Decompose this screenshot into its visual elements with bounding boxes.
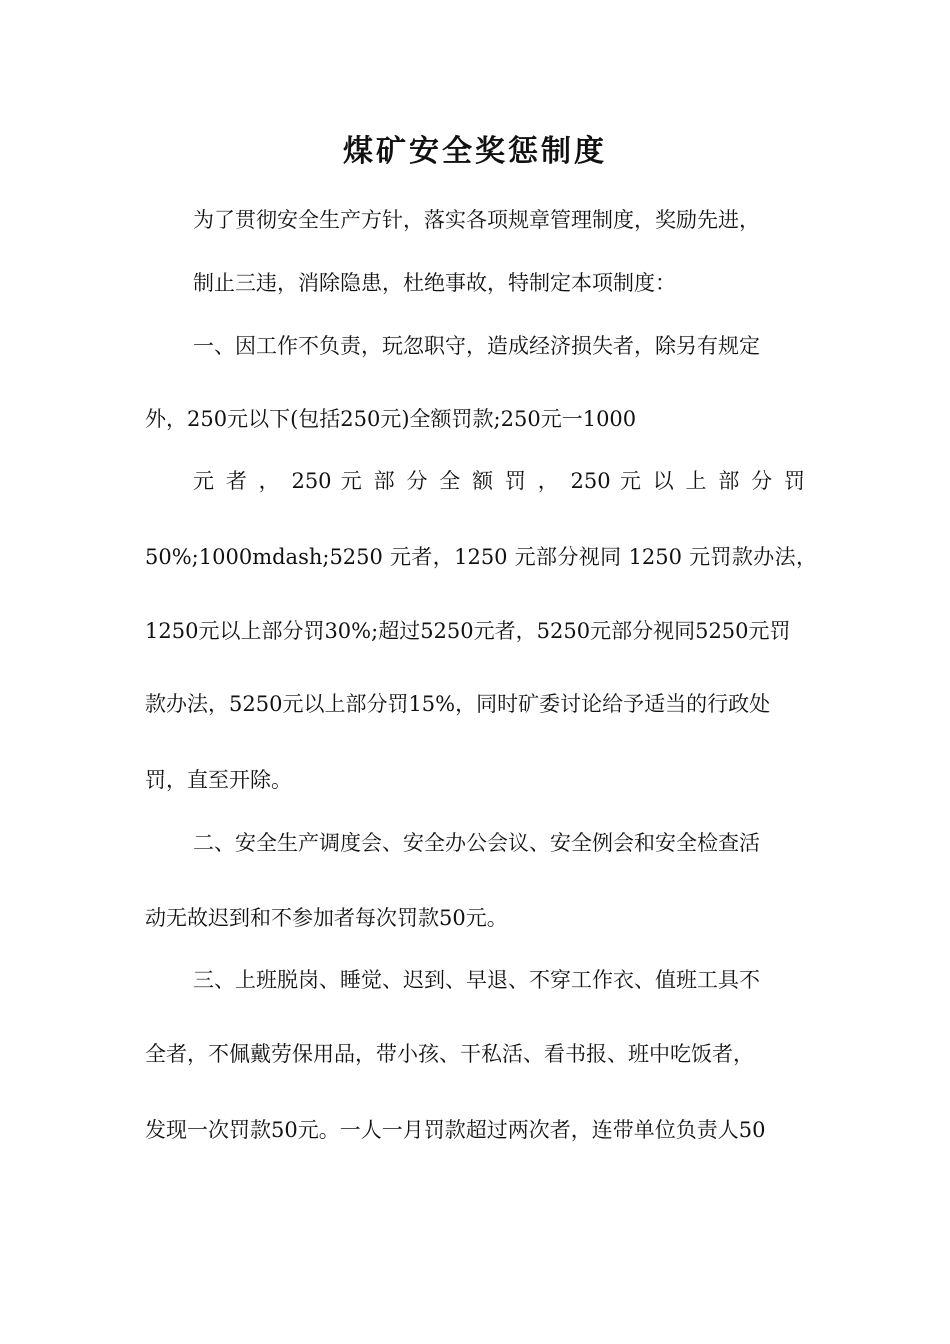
paragraph-line: 全者，不佩戴劳保用品，带小孩、干私活、看书报、班中吃饭者， — [145, 1042, 754, 1066]
paragraph-line: 发现一次罚款50元。一人一月罚款超过两次者，连带单位负责人50 — [145, 1118, 766, 1142]
paragraph-line: 款办法，5250元以上部分罚15%，同时矿委讨论给予适当的行政处 — [145, 692, 771, 716]
paragraph-line: 元 者 ， 250 元 部 分 全 额 罚 ， 250 元 以 上 部 分 罚 — [193, 469, 805, 493]
paragraph-line: 制止三违，消除隐患，杜绝事故，特制定本项制度： — [193, 271, 676, 295]
paragraph-line: 为了贯彻安全生产方针，落实各项规章管理制度，奖励先进， — [193, 208, 760, 232]
paragraph-line: 动无故迟到和不参加者每次罚款50元。 — [145, 906, 508, 930]
paragraph-line: 二、安全生产调度会、安全办公会议、安全例会和安全检查活 — [193, 831, 760, 855]
paragraph-line: 三、上班脱岗、睡觉、迟到、早退、不穿工作衣、值班工具不 — [193, 968, 760, 992]
paragraph-line: 外，250元以下(包括250元)全额罚款;250元一1000 — [145, 407, 637, 431]
document-title: 煤矿安全奖惩制度 — [343, 134, 607, 169]
paragraph-line: 50%;1000mdash;5250 元者，1250 元部分视同 1250 元罚款办法， — [145, 545, 817, 569]
paragraph-line: 罚，直至开除。 — [145, 768, 292, 792]
paragraph-line: 一、因工作不负责，玩忽职守，造成经济损失者，除另有规定 — [193, 334, 760, 358]
paragraph-line: 1250元以上部分罚30%;超过5250元者，5250元部分视同5250元罚 — [145, 619, 791, 643]
